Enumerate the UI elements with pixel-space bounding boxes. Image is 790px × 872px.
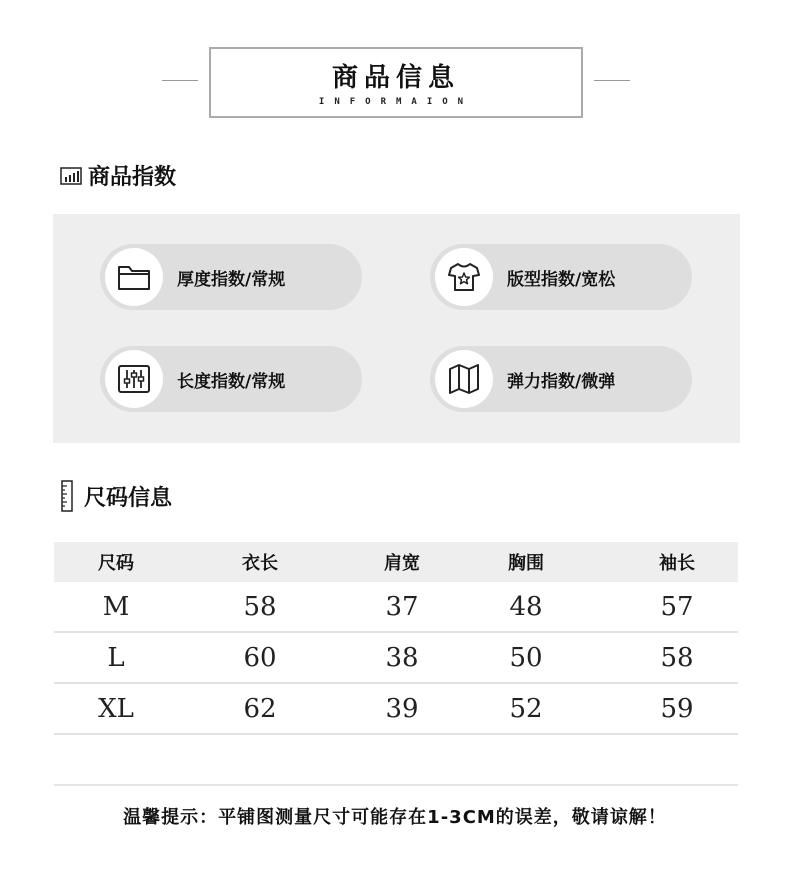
sliders-icon: [117, 364, 151, 394]
ruler-icon: [60, 480, 74, 512]
table-cell: 58: [243, 591, 277, 622]
table-row: [54, 582, 738, 633]
table-header-row: [54, 542, 738, 582]
index-label: 版型指数/宽松: [507, 269, 616, 290]
index-section-title: 商品指数: [88, 165, 177, 190]
index-section-heading: [60, 160, 176, 191]
table-header-cell: 尺码: [98, 553, 134, 574]
table-cell: 52: [509, 693, 543, 724]
index-pill-elasticity: [430, 346, 692, 412]
table-cell: L: [107, 642, 125, 673]
table-header-cell: 肩宽: [384, 553, 420, 574]
size-section-title: 尺码信息: [84, 485, 173, 511]
table-cell: 48: [509, 591, 543, 622]
table-cell: 50: [509, 642, 543, 673]
table-cell: 62: [243, 693, 277, 724]
header-line-right: [594, 80, 630, 81]
table-header-cell: 衣长: [242, 553, 278, 574]
bar-chart-icon: [60, 167, 82, 185]
table-cell: 37: [385, 591, 419, 622]
table-row: [54, 633, 738, 684]
table-cell: 39: [385, 693, 419, 724]
table-cell: M: [102, 591, 130, 622]
index-label: 厚度指数/常规: [177, 269, 286, 290]
index-panel: [53, 214, 740, 443]
table-cell: XL: [98, 693, 134, 724]
header-box: [209, 47, 583, 118]
tshirt-star-icon: [447, 261, 481, 293]
table-row: [54, 684, 738, 735]
index-pill-length: [100, 346, 362, 412]
index-label: 弹力指数/微弹: [507, 371, 616, 392]
divider: [54, 784, 738, 786]
table-cell: 57: [660, 591, 694, 622]
table-cell: 59: [660, 693, 694, 724]
table-cell: 38: [385, 642, 419, 673]
size-table: [54, 542, 738, 735]
measurement-note: 温馨提示：平铺图测量尺寸可能存在1-3CM的误差，敬请谅解！: [123, 807, 667, 828]
folder-icon: [116, 262, 152, 292]
page-title: 商品信息: [331, 63, 460, 93]
size-section-heading: [60, 480, 172, 512]
index-label: 长度指数/常规: [177, 371, 286, 392]
table-cell: 60: [243, 642, 277, 673]
table-header-cell: 袖长: [659, 553, 695, 574]
map-fold-icon: [447, 363, 481, 395]
table-cell: 58: [660, 642, 694, 673]
index-pill-fit: [430, 244, 692, 310]
index-pill-thickness: [100, 244, 362, 310]
page-subtitle: INFORMAION: [318, 97, 474, 107]
table-header-cell: 胸围: [508, 553, 544, 574]
header-line-left: [162, 80, 198, 81]
